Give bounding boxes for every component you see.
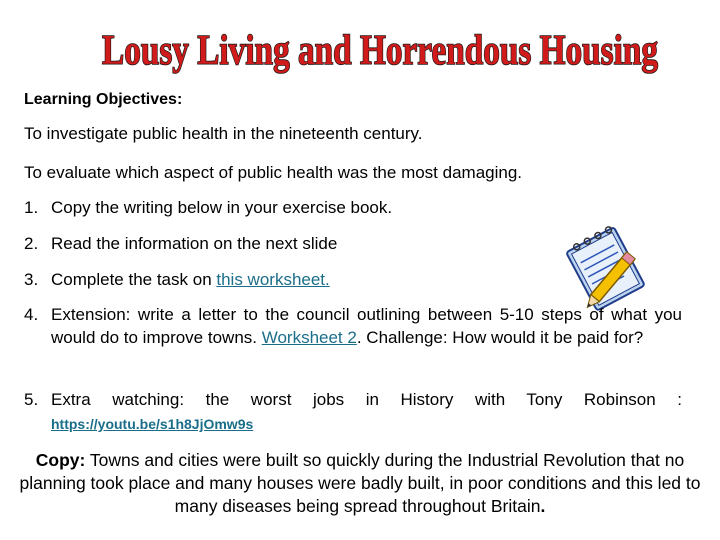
task-number: 2. xyxy=(24,234,39,253)
task-item-4 xyxy=(24,303,682,349)
objectives-heading: Learning Objectives: xyxy=(24,91,183,108)
task-item-5 xyxy=(24,388,682,411)
copy-label: Copy: xyxy=(35,450,86,470)
task-number: 1. xyxy=(24,198,39,217)
task-text: Extra watching: the worst jobs in History with Tony Robinson : xyxy=(51,390,682,409)
task-text-before: Extension: write a letter to the council outlining between 5-10 steps of what you would do to improve towns. xyxy=(51,305,682,347)
task-number: 5. xyxy=(24,390,39,409)
task-text: Copy the writing below in your exercise book. xyxy=(51,198,393,217)
objective-2: To evaluate which aspect of public health was the most damaging. xyxy=(24,163,523,182)
title-text: Lousy Living and Horrendous Housing xyxy=(102,28,658,74)
task-number: 3. xyxy=(24,270,39,289)
task-text: Read the information on the next slide xyxy=(51,234,338,253)
slide-title xyxy=(95,14,665,84)
notepad-pencil-icon xyxy=(560,222,650,314)
copy-text: Towns and cities were built so quickly during the Industrial Revolution that no planning took place and many houses were badly built, in poor conditions and this led to many diseases being spread throughout Britain xyxy=(19,450,701,516)
title-wordart xyxy=(95,14,665,84)
worksheet-link[interactable]: this worksheet. xyxy=(216,270,330,289)
objective-1: To investigate public health in the nineteenth century. xyxy=(24,124,423,143)
copy-paragraph xyxy=(18,449,702,518)
worksheet-2-link[interactable]: Worksheet 2 xyxy=(261,328,357,347)
task-item-1 xyxy=(24,196,682,219)
youtube-link[interactable]: https://youtu.be/s1h8JjOmw9s xyxy=(51,416,254,432)
task-text-after: . Challenge: How would it be paid for? xyxy=(356,328,644,347)
task-number: 4. xyxy=(24,305,39,324)
task-text xyxy=(51,303,682,349)
task-text-before: Complete the task on xyxy=(51,270,217,289)
copy-end: . xyxy=(540,496,546,516)
